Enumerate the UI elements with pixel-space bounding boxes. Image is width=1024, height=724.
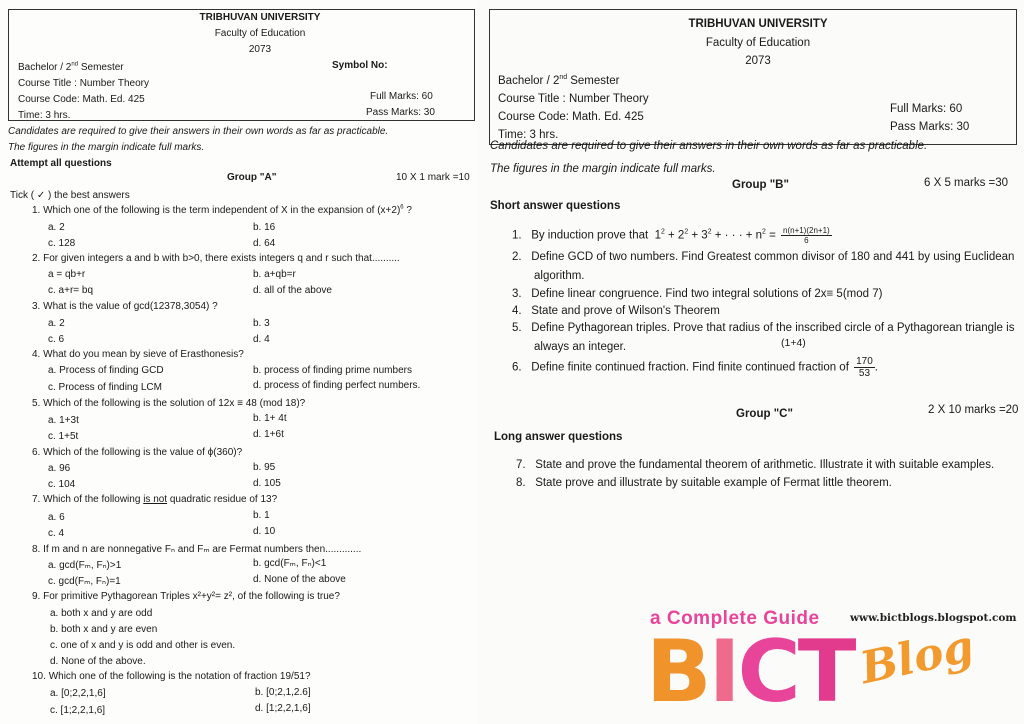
question-8: 8. If m and n are nonnegative Fₙ and Fₘ are Fermat numbers then............. xyxy=(32,544,362,555)
short-question-2-cont: algorithm. xyxy=(534,270,585,282)
symbol-no-label: Symbol No: xyxy=(332,60,388,71)
q2-option-a: a = qb+r xyxy=(48,269,86,280)
q9-option-a: a. both x and y are odd xyxy=(50,608,153,619)
exam-time: Time: 3 hrs. xyxy=(18,110,71,121)
university-name: TRIBHUVAN UNIVERSITY xyxy=(199,12,321,23)
attempt-all-label: Attempt all questions xyxy=(10,158,112,169)
group-a-heading: Group "A" xyxy=(227,172,277,183)
q1-option-b: b. 16 xyxy=(253,222,276,233)
question-3: 3. What is the value of gcd(12378,3054) ? xyxy=(32,301,218,312)
q7-option-d: d. 10 xyxy=(253,526,276,537)
q6-option-d: d. 105 xyxy=(253,478,281,489)
long-question-8: 8. State prove and illustrate by suitable example of Fermat little theorem. xyxy=(516,477,892,489)
short-question-5: 5. Define Pythagorean triples. Prove that radius of the inscribed circle of a Pythagorean triangle is xyxy=(512,322,1015,334)
group-c-marks: 2 X 10 marks =20 xyxy=(928,404,1019,416)
q3-option-d: d. 4 xyxy=(253,334,270,345)
course-title: Course Title : Number Theory xyxy=(18,78,149,89)
q5-option-a: a. 1+3t xyxy=(48,415,79,426)
q5-marks: (1+4) xyxy=(781,337,806,349)
q8-option-a: a. gcd(Fₘ, Fₙ)>1 xyxy=(48,560,122,571)
q7-option-b: b. 1 xyxy=(253,510,270,521)
q6-option-b: b. 95 xyxy=(253,462,276,473)
instruction-line-1: Candidates are required to give their answers in their own words as far as practicable. xyxy=(490,140,928,152)
instruction-line-1: Candidates are required to give their answers in their own words as far as practicable. xyxy=(8,126,389,137)
group-c-heading: Group "C" xyxy=(736,408,793,420)
question-5: 5. Which of the following is the solution of 12x ≡ 48 (mod 18)? xyxy=(32,398,306,409)
q4-option-b: b. process of finding prime numbers xyxy=(253,365,412,376)
q4-option-d: d. process of finding perfect numbers. xyxy=(253,380,421,391)
sum-of-squares-fraction: $\frac{n(n+1)(2n+1)}{6}$ xyxy=(783,226,830,245)
question-6: 6. Which of the following is the value of ϕ(360)? xyxy=(32,447,243,458)
q10-option-a: a. [0;2,2,1,6] xyxy=(50,688,106,699)
q10-option-b: b. [0;2,1,2.6] xyxy=(255,687,311,698)
short-question-4: 4. State and prove of Wilson's Theorem xyxy=(512,305,720,317)
instruction-line-2: The figures in the margin indicate full marks. xyxy=(490,163,716,175)
q3-option-b: b. 3 xyxy=(253,318,270,329)
short-question-1: 1. By induction prove that $1^2 + 2^2 + 3^2$ + · · · + $n^2$ = $\frac{n(n+1)(2n+1)}{6}$ xyxy=(512,226,830,245)
question-7: 7. Which of the following is not quadratic residue of 13? xyxy=(32,494,278,505)
q7-option-c: c. 4 xyxy=(48,528,65,539)
q5-option-b: b. 1+ 4t xyxy=(253,413,287,424)
q3-option-c: c. 6 xyxy=(48,334,65,345)
short-question-5-cont: always an integer. xyxy=(534,341,627,353)
level-text: Bachelor / 2nd Semester xyxy=(498,74,620,87)
logo-script-text: Blog xyxy=(855,620,979,695)
full-marks: Full Marks: 60 xyxy=(370,91,433,102)
question-2: 2. For given integers a and b with b>0, there exists integers q and r such that.......... xyxy=(32,253,400,264)
course-code: Course Code: Math. Ed. 425 xyxy=(498,111,644,123)
pass-marks: Pass Marks: 30 xyxy=(366,107,435,118)
pass-marks: Pass Marks: 30 xyxy=(890,121,970,133)
q1-option-a: a. 2 xyxy=(48,222,65,233)
faculty-name: Faculty of Education xyxy=(705,37,811,49)
q10-option-c: c. [1;2,2,1,6] xyxy=(50,705,106,716)
course-code: Course Code: Math. Ed. 425 xyxy=(18,94,145,105)
university-name: TRIBHUVAN UNIVERSITY xyxy=(688,18,828,30)
group-b-heading: Group "B" xyxy=(732,179,789,191)
short-answer-heading: Short answer questions xyxy=(490,200,621,212)
q8-option-c: c. gcd(Fₘ, Fₙ)=1 xyxy=(48,576,121,587)
q5-option-d: d. 1+6t xyxy=(253,429,284,440)
q1-option-d: d. 64 xyxy=(253,238,276,249)
question-1: 1. Which one of the following is the term independent of X in the expansion of $(x+2)^6$ ? xyxy=(32,204,412,216)
course-title: Course Title : Number Theory xyxy=(498,93,649,105)
logo-tagline: a Complete Guide xyxy=(650,608,820,629)
short-question-3: 3. Define linear congruence. Find two integral solutions of 2x≡ 5(mod 7) xyxy=(512,288,883,300)
short-question-6: 6. Define finite continued fraction. Find finite continued fraction of $\frac{170}{53}$ . xyxy=(512,356,878,379)
q1-option-c: c. 128 xyxy=(48,238,76,249)
q3-option-a: a. 2 xyxy=(48,318,65,329)
q2-option-c: c. a+r= bq xyxy=(48,285,94,296)
q8-option-d: d. None of the above xyxy=(253,574,346,585)
long-question-7: 7. State and prove the fundamental theorem of arithmetic. Illustrate it with suitable examples. xyxy=(516,459,995,471)
group-b-marks: 6 X 5 marks =30 xyxy=(924,177,1009,189)
q9-option-c: c. one of x and y is odd and other is even. xyxy=(50,640,236,651)
long-answer-heading: Long answer questions xyxy=(494,431,623,443)
exam-year: 2073 xyxy=(248,44,272,55)
q2-option-b: b. a+qb=r xyxy=(253,269,296,280)
exam-time: Time: 3 hrs. xyxy=(498,129,559,141)
question-10: 10. Which one of the following is the notation of fraction 19/51? xyxy=(32,671,311,682)
exam-page-left xyxy=(0,0,478,724)
q4-option-a: a. Process of finding GCD xyxy=(48,365,164,376)
q10-option-d: d. [1;2,2,1,6] xyxy=(255,703,311,714)
bict-blog-logo xyxy=(620,598,1024,724)
exam-year: 2073 xyxy=(745,55,771,67)
q6-option-c: c. 104 xyxy=(48,479,76,490)
question-4: 4. What do you mean by sieve of Erasthonesis? xyxy=(32,349,244,360)
question-9: 9. For primitive Pythagorean Triples x²+y²= z², of the following is true? xyxy=(32,591,340,602)
q7-option-a: a. 6 xyxy=(48,512,65,523)
q8-option-b: b. gcd(Fₘ, Fₙ)<1 xyxy=(253,558,327,569)
instruction-line-2: The figures in the margin indicate full marks. xyxy=(8,142,205,153)
q2-option-d: d. all of the above xyxy=(253,285,332,296)
short-question-2: 2. Define GCD of two numbers. Find Greatest common divisor of 180 and 441 by using Euclidean xyxy=(512,251,1015,263)
continued-fraction: $\frac{170}{53}$ xyxy=(856,356,873,379)
level-text: Bachelor / 2nd Semester xyxy=(18,61,124,73)
q6-option-a: a. 96 xyxy=(48,463,71,474)
q5-option-c: c. 1+5t xyxy=(48,431,79,442)
logo-brand-text: BICT xyxy=(646,622,854,722)
q4-option-c: c. Process of finding LCM xyxy=(48,382,162,393)
full-marks: Full Marks: 60 xyxy=(890,103,963,115)
group-a-marks: 10 X 1 mark =10 xyxy=(396,172,470,183)
tick-instruction: Tick ( ✓ ) the best answers xyxy=(10,190,130,201)
q9-option-d: d. None of the above. xyxy=(50,656,146,667)
faculty-name: Faculty of Education xyxy=(214,28,306,39)
q9-option-b: b. both x and y are even xyxy=(50,624,158,635)
logo-url: www.bictblogs.blogspot.com xyxy=(850,612,1017,624)
